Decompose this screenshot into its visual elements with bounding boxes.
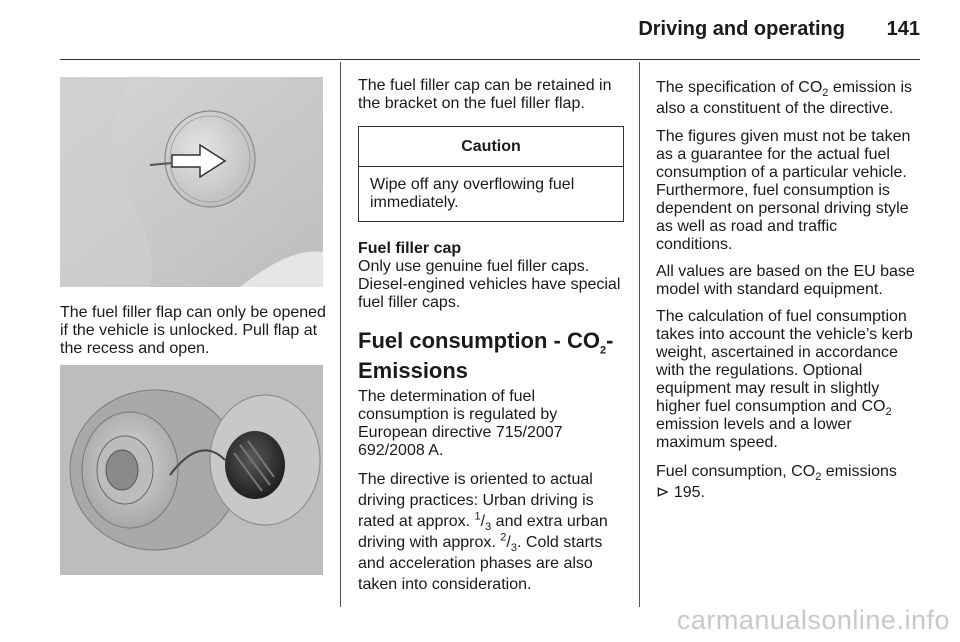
fuel-consumption-heading-subscript: 2 (600, 344, 607, 357)
fraction-1-numerator: 1 (474, 510, 481, 523)
driving-practices-paragraph: The directive is oriented to actual driving practices: Urban driving is rated at approx. $^1/_3$ and extra urban driving with approx. $^2/_3$. Cold starts and acceleration phases are also taken into consideration. (358, 471, 608, 593)
fraction-2-numerator: 2 (500, 531, 507, 544)
fuel-consumption-heading-emissions: Emissions (358, 358, 469, 383)
caution-text: Wipe off any overflowing fuel immediately. (370, 176, 575, 211)
fuel-filler-cap-paragraph: Only use genuine fuel filler caps. Diesel-engined vehicles have special fuel filler caps. (358, 258, 621, 311)
co2-specification-text-b: emission is also a constituent of the directive. (656, 79, 912, 117)
reference-text-a: Fuel consumption, CO (656, 463, 816, 480)
reference-text-b: emissions (821, 463, 897, 480)
cap-retention-paragraph: The fuel filler cap can be retained in the bracket on the fuel filler flap. (358, 77, 612, 112)
fuel-flap-paragraph: The fuel filler flap can only be opened if the vehicle is unlocked. Pull flap at the recess and open. (60, 304, 326, 357)
co2-specification-subscript: 2 (822, 87, 829, 100)
caution-box (358, 126, 624, 222)
reference-subscript: 2 (815, 471, 822, 484)
header-divider (60, 59, 920, 60)
calculation-paragraph (656, 308, 918, 452)
fuel-flap-image (60, 77, 323, 287)
page-number: 141 (886, 18, 920, 40)
driving-practices-text-c: . Cold starts and acceleration phases are also taken into consideration. (358, 534, 603, 593)
column-2 (358, 77, 624, 604)
fuel-filler-cap-heading: Fuel filler cap (358, 240, 462, 257)
reference-paragraph (656, 461, 918, 503)
co2-specification-text-a: The specification of CO (656, 79, 823, 96)
fuel-consumption-heading-text: Fuel consumption - CO (358, 328, 600, 353)
calculation-text-a: The calculation of fuel consumption takes into account the vehicle’s kerb weight, ascertained in accordance with the regulations. Optional equipment may result in slightly higher fuel consumption and (656, 308, 913, 415)
calculation-subscript: 2 (885, 406, 892, 419)
fuel-consumption-heading (358, 326, 624, 386)
column-divider-1 (340, 62, 341, 607)
caution-title: Caution (359, 127, 623, 167)
watermark: carmanualsonline.info (676, 605, 950, 635)
fraction-2-denominator: 3 (510, 542, 517, 555)
driving-practices-text-a: The directive is oriented to actual driving practices: Urban driving is rated at approx. (358, 471, 594, 530)
figures-guarantee-paragraph: The figures given must not be taken as a guarantee for the actual fuel consumption of a particular vehicle. Furthermore, fuel consumption is dependent on personal driving style as well as road and traffic conditions. (656, 128, 911, 253)
driving-practices-text-b: and extra urban driving with approx. (358, 513, 608, 551)
page-reference-link[interactable]: 195. (673, 484, 705, 501)
eu-base-model-paragraph: All values are based on the EU base model with standard equipment. (656, 263, 915, 298)
fuel-cap-illustration (60, 365, 323, 575)
fraction-1-denominator: 3 (485, 521, 492, 534)
fuel-flap-illustration (60, 77, 323, 287)
fuel-cap-image (60, 365, 323, 575)
page-header-title: Driving and operating (638, 18, 845, 40)
directive-paragraph: The determination of fuel consumption is regulated by European directive 715/2007 692/2008 A. (358, 388, 563, 459)
calculation-co: CO (861, 398, 886, 415)
column-3 (656, 77, 918, 512)
calculation-text-b: emission levels and a lower maximum speed. (656, 416, 852, 451)
page-reference-icon: ⊳ (656, 484, 670, 501)
co2-specification-paragraph (656, 77, 918, 119)
column-divider-2 (639, 62, 640, 607)
fuel-consumption-heading-dash: - (606, 328, 614, 353)
